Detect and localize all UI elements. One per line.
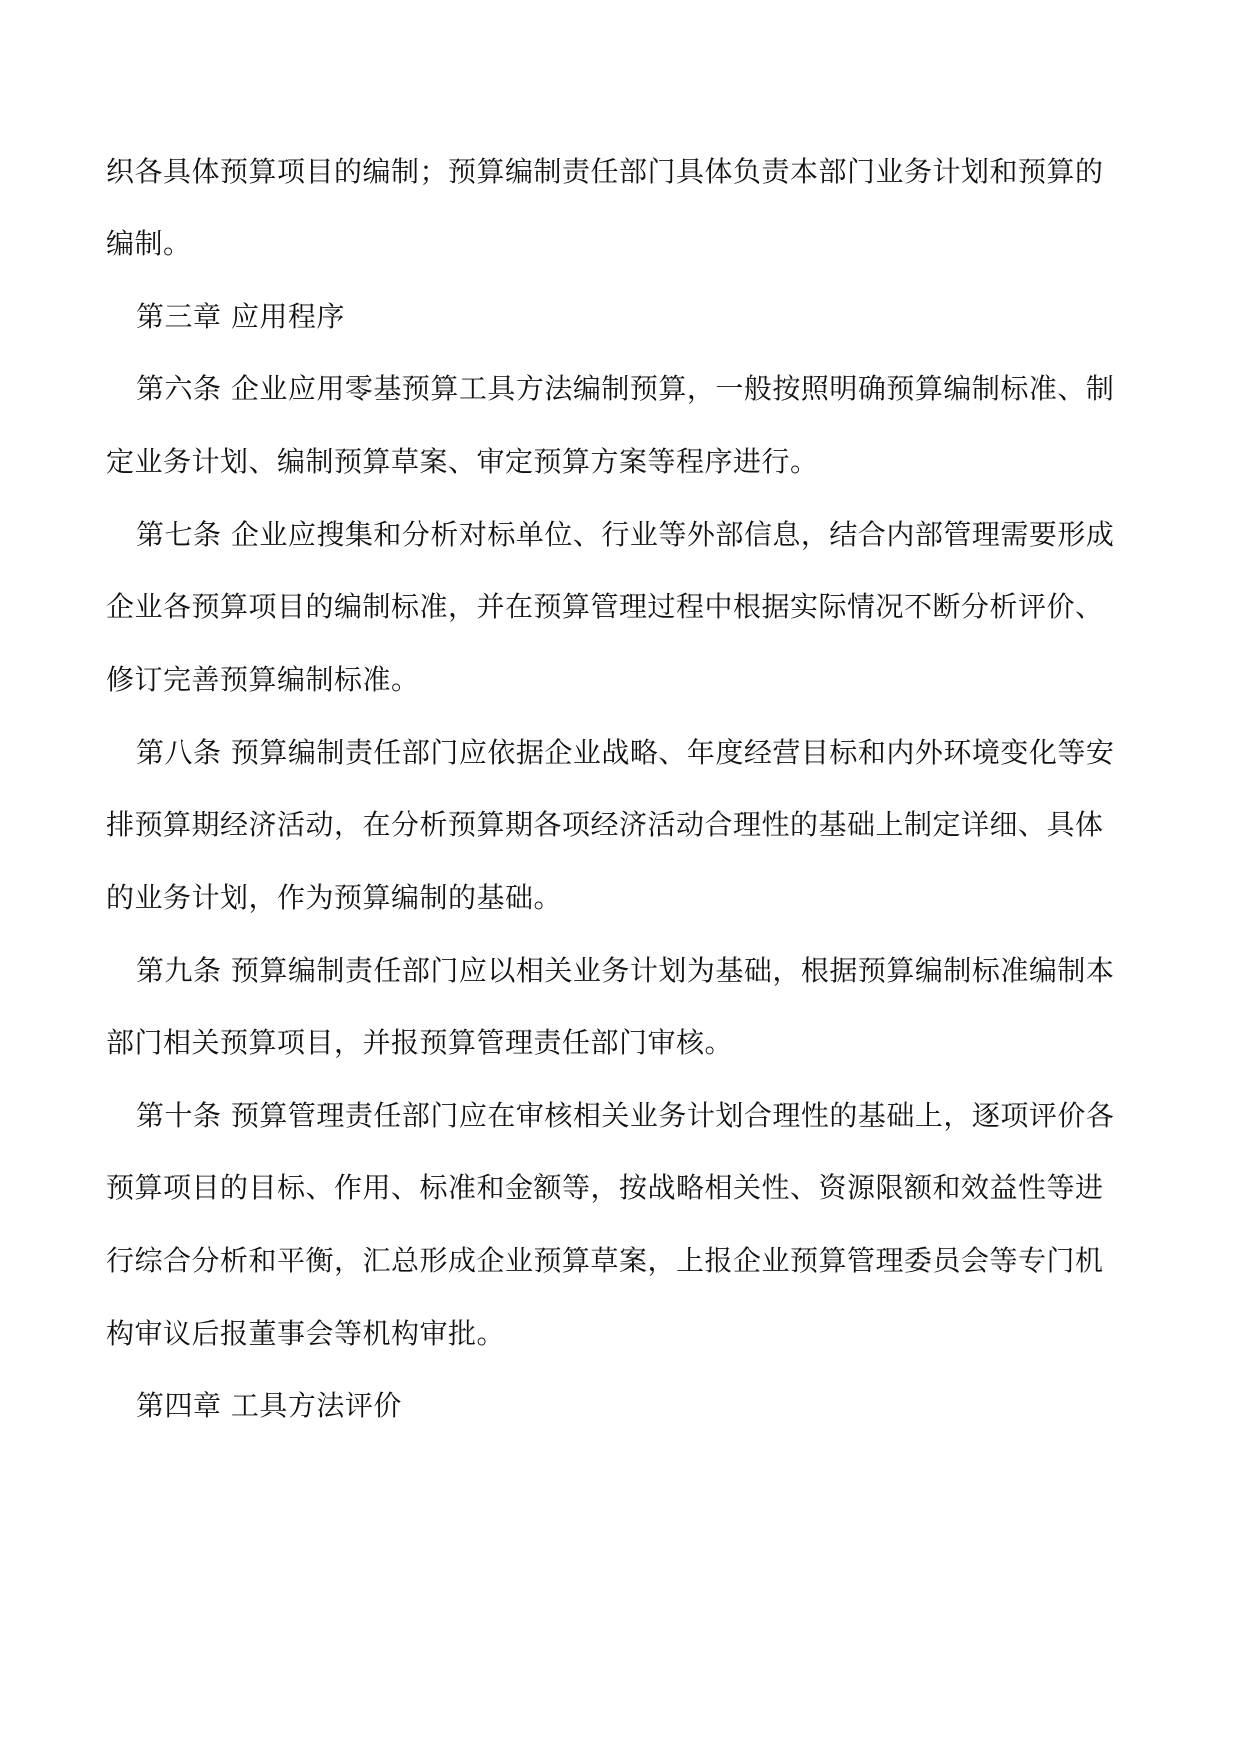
article-text: 第十条 预算管理责任部门应在审核相关业务计划合理性的基础上，逐项评价各 — [136, 1099, 1115, 1132]
text-line: 编制。 — [106, 227, 192, 260]
chapter-heading: 第三章 应用程序 — [136, 300, 345, 333]
article-text: 第八条 预算编制责任部门应依据企业战略、年度经营目标和内外环境变化等安 — [136, 736, 1115, 769]
text-line: 预算项目的目标、作用、标准和金额等，按战略相关性、资源限额和效益性等进 — [106, 1171, 1104, 1204]
text-line: 构审议后报董事会等机构审批。 — [106, 1317, 506, 1350]
text-line: 企业各预算项目的编制标准，并在预算管理过程中根据实际情况不断分析评价、 — [106, 590, 1104, 623]
text-line: 的业务计划，作为预算编制的基础。 — [106, 881, 563, 914]
text-line: 排预算期经济活动，在分析预算期各项经济活动合理性的基础上制定详细、具体 — [106, 808, 1104, 841]
text-line: 部门相关预算项目，并报预算管理责任部门审核。 — [106, 1026, 734, 1059]
text-line: 行综合分析和平衡，汇总形成企业预算草案，上报企业预算管理委员会等专门机 — [106, 1244, 1104, 1277]
article-text: 第九条 预算编制责任部门应以相关业务计划为基础，根据预算编制标准编制本 — [136, 954, 1115, 987]
text-line: 修订完善预算编制标准。 — [106, 663, 420, 696]
text-line: 织各具体预算项目的编制；预算编制责任部门具体负责本部门业务计划和预算的 — [106, 155, 1104, 188]
text-line: 定业务计划、编制预算草案、审定预算方案等程序进行。 — [106, 445, 819, 478]
article-text: 第七条 企业应搜集和分析对标单位、行业等外部信息，结合内部管理需要形成 — [136, 518, 1115, 551]
chapter-heading: 第四章 工具方法评价 — [136, 1389, 402, 1422]
article-text: 第六条 企业应用零基预算工具方法编制预算，一般按照明确预算编制标准、制 — [136, 372, 1115, 405]
